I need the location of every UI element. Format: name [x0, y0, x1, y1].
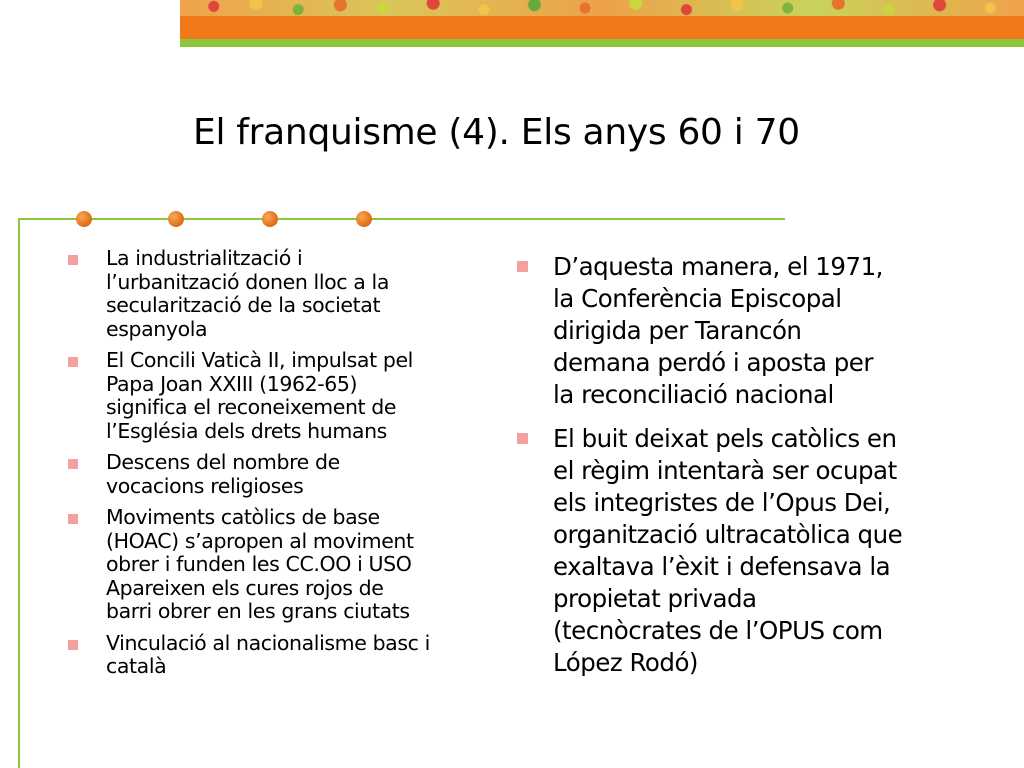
bullet-square-icon: [517, 261, 528, 272]
bullet-square-icon: [68, 640, 78, 650]
floral-pattern-strip: [180, 0, 1024, 16]
top-decorative-banner: [180, 0, 1024, 50]
orange-dot-4: [356, 211, 372, 227]
list-item: [517, 251, 937, 411]
horizontal-divider: [18, 218, 785, 220]
green-band: [180, 39, 1024, 47]
orange-band: [180, 16, 1024, 39]
right-bullet-list: [517, 251, 937, 691]
list-item: [517, 423, 937, 679]
bullet-square-icon: [68, 459, 78, 469]
orange-dot-3: [262, 211, 278, 227]
bullet-text: El Concili Vaticà II, impulsat pel Papa Joan XXIII (1962-65) significa el reconeixement de l’Església dels drets humans: [106, 348, 413, 443]
bullet-square-icon: [517, 433, 528, 444]
list-item: [68, 451, 478, 498]
slide-title: El franquisme (4). Els anys 60 i 70: [193, 112, 800, 153]
bullet-square-icon: [68, 357, 78, 367]
bullet-text: El buit deixat pels catòlics en el règim intentarà ser ocupat els integristes de l’Opus Dei, organització ultracatòlica que exaltava l’èxit i defensava la propietat privada (tecnòcrates de l’OPUS com López Rodó): [553, 424, 903, 677]
bullet-text: Moviments catòlics de base (HOAC) s’apropen al moviment obrer i funden les CC.OO i USO Apareixen els cures rojos de barri obrer en les grans ciutats: [106, 505, 414, 623]
bullet-text: Descens del nombre de vocacions religioses: [106, 450, 340, 498]
list-item: [68, 632, 478, 679]
orange-dot-2: [168, 211, 184, 227]
orange-dot-1: [76, 211, 92, 227]
bullet-square-icon: [68, 514, 78, 524]
bullet-text: Vinculació al nacionalisme basc i català: [106, 630, 430, 678]
left-bullet-list: [68, 247, 478, 687]
bullet-text: La industrialització i l’urbanització donen lloc a la secularització de la societat espanyola: [106, 246, 390, 341]
list-item: [68, 506, 478, 624]
bullet-square-icon: [68, 255, 78, 265]
bullet-text: D’aquesta manera, el 1971, la Conferència Episcopal dirigida per Tarancón demana perdó i aposta per la reconciliació nacional: [553, 252, 883, 409]
list-item: [68, 247, 478, 341]
list-item: [68, 349, 478, 443]
vertical-divider: [18, 218, 20, 768]
